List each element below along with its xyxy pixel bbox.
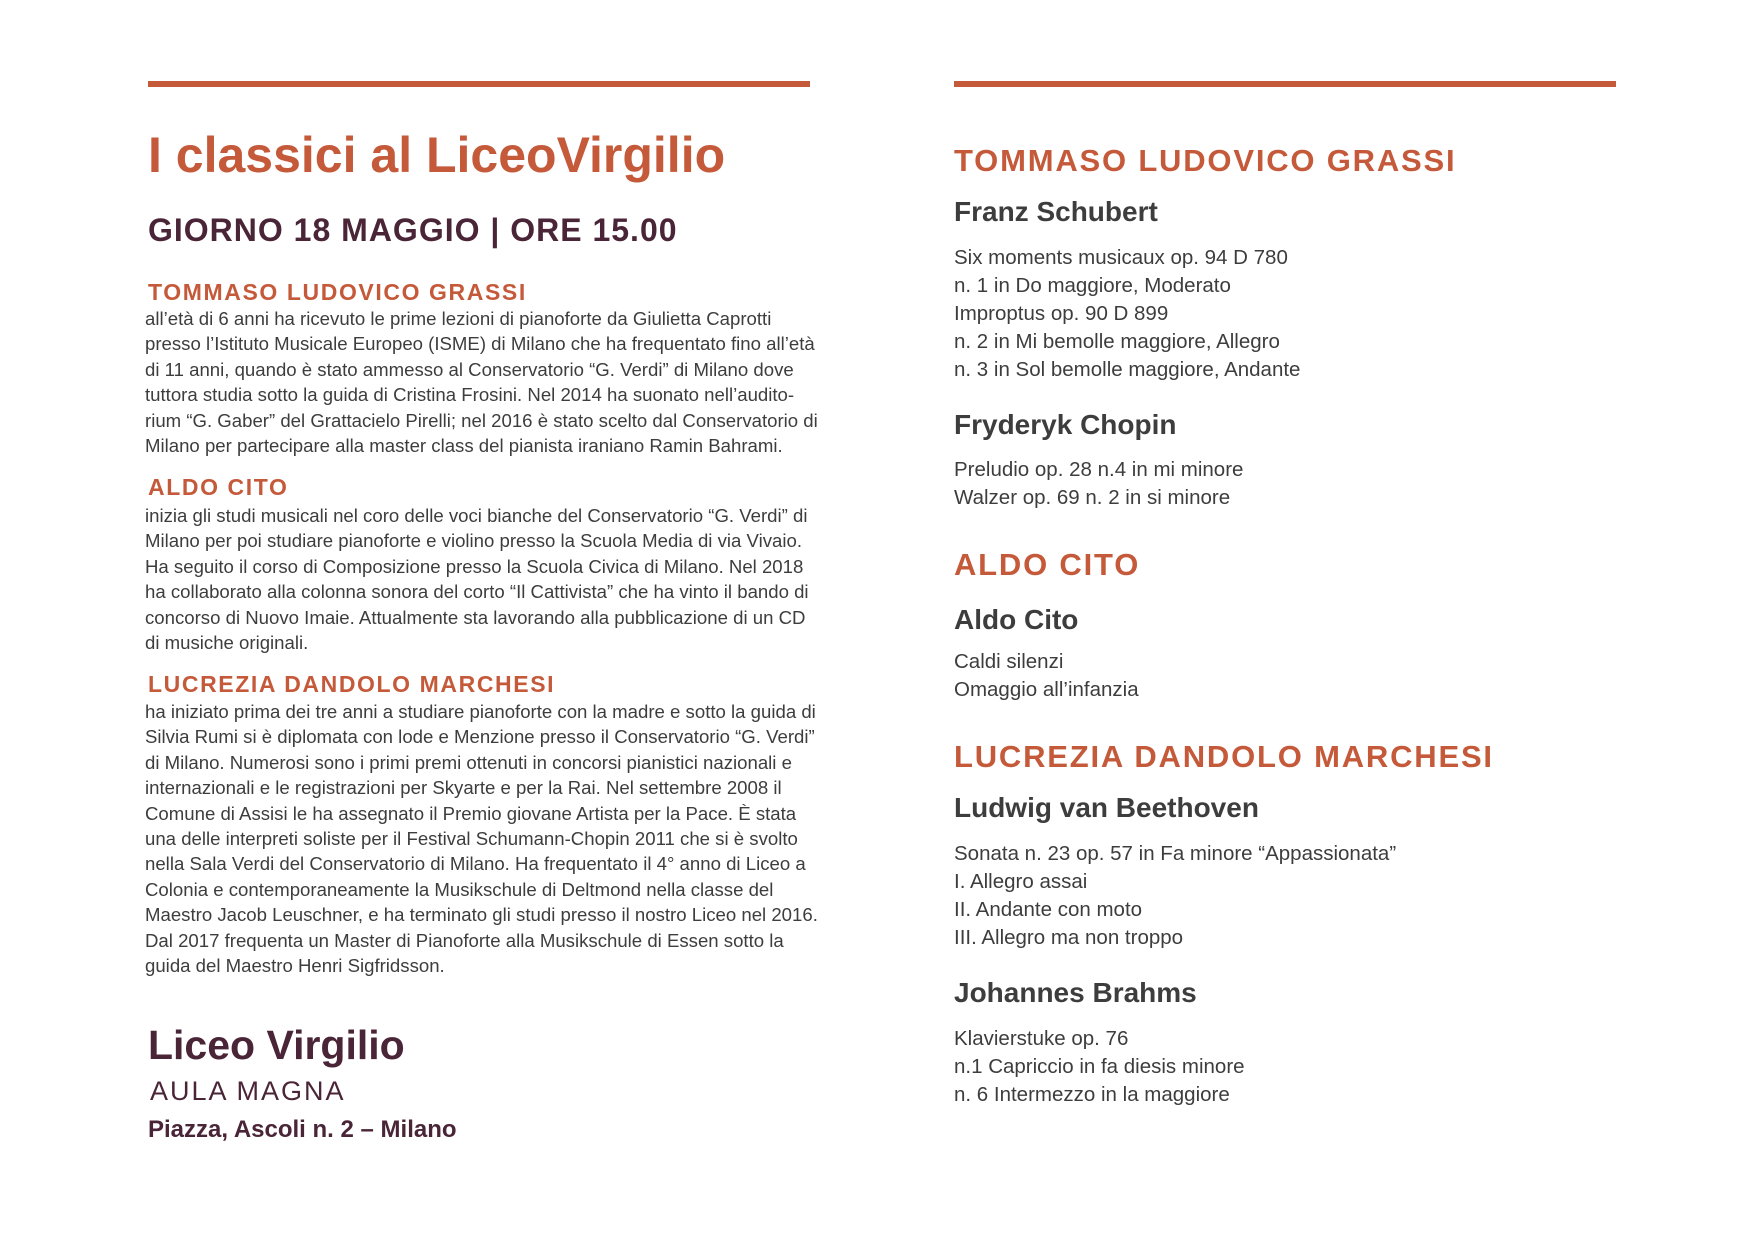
work-item: n. 3 in Sol bemolle maggiore, Andante xyxy=(954,358,1301,381)
works-list-brahms xyxy=(954,1025,1245,1109)
works-list-chopin xyxy=(954,456,1243,512)
work-item: Sonata n. 23 op. 57 in Fa minore “Appassionata” xyxy=(954,842,1397,865)
work-item: n. 1 in Do maggiore, Moderato xyxy=(954,274,1231,297)
bio-text-grassi: all’età di 6 anni ha ricevuto le prime lezioni di pianoforte da Giulietta Caprotti presso l’Istituto Musicale Europeo (ISME) di Milano che ha frequentato fino all’età di 11 anni, quando è stato ammesso al Conservatorio “G. Verdi” di Milano dove tuttora studia sotto la guida di Cristina Frosini. Nel 2014 ha suonato nell’audito-rium “G. Gaber” del Grattacielo Pirelli; nel 2016 è stato scelto dal Conservatorio di Milano per partecipare alla master class del pianista iraniano Ramin Bahrami. xyxy=(145,308,818,457)
work-item: I. Allegro assai xyxy=(954,870,1088,893)
works-list-beethoven xyxy=(954,840,1396,952)
page-title: I classici al LiceoVirgilio xyxy=(148,127,726,183)
program-performer-dandolo-marchesi: LUCREZIA DANDOLO MARCHESI xyxy=(954,739,1494,774)
composer-beethoven: Ludwig van Beethoven xyxy=(954,792,1259,823)
work-item: II. Andante con moto xyxy=(954,898,1143,921)
event-date: GIORNO 18 MAGGIO | ORE 15.00 xyxy=(148,212,678,248)
bio-text-cito: inizia gli studi musicali nel coro delle voci bianche del Conservatorio “G. Verdi” di Milano per poi studiare pianoforte e violino presso la Scuola Media di via Vivaio. Ha seguito il corso di Composizione presso la Scuola Civica di Milano. Nel 2018 ha collaborato alla colonna sonora del corto “Il Cattivista” che ha vinto il bando di concorso di Nuovo Imaie. Attualmente sta lavorando alla pubblicazione di un CD di musiche originali. xyxy=(145,505,809,654)
venue-room: AULA MAGNA xyxy=(150,1076,346,1106)
work-item: Improptus op. 90 D 899 xyxy=(954,302,1169,325)
bio-name-grassi: TOMMASO LUDOVICO GRASSI xyxy=(148,279,527,305)
work-item: Omaggio all’infanzia xyxy=(954,678,1139,701)
venue-address: Piazza, Ascoli n. 2 – Milano xyxy=(148,1116,457,1143)
works-list-cito xyxy=(954,648,1139,704)
work-item: n. 2 in Mi bemolle maggiore, Allegro xyxy=(954,330,1280,353)
work-item: Six moments musicaux op. 94 D 780 xyxy=(954,246,1288,269)
venue-name: Liceo Virgilio xyxy=(148,1022,405,1068)
work-item: Caldi silenzi xyxy=(954,650,1064,673)
top-rule-left xyxy=(148,81,810,87)
work-item: Klavierstuke op. 76 xyxy=(954,1027,1129,1050)
program-performer-cito: ALDO CITO xyxy=(954,547,1141,582)
bio-name-cito: ALDO CITO xyxy=(148,474,289,500)
work-item: III. Allegro ma non troppo xyxy=(954,926,1184,949)
composer-cito: Aldo Cito xyxy=(954,604,1079,635)
bio-text-dandolo-marchesi: ha iniziato prima dei tre anni a studiare pianoforte con la madre e sotto la guida di Silvia Rumi si è diplomata con lode e Menzione presso il Conservatorio “G. Verdi” di Milano. Numerosi sono i primi premi ottenuti in concorsi pianistici nazionali e internazionali e le registrazioni per Skyarte e per la Rai. Nel settembre 2008 il Comune di Assisi le ha assegnato il Premio giovane Artista per la Pace. È stata una delle interpreti soliste per il Festival Schumann-Chopin 2011 che si è svolto nella Sala Verdi del Conservatorio di Milano. Ha frequentato il 4° anno di Liceo a Colonia e contemporaneamente la Musikschule di Deltmond nella classe del Maestro Jacob Leuschner, e ha terminato gli studi presso il nostro Liceo nel 2016. Dal 2017 frequenta un Master di Pianoforte alla Musikschule di Essen sotto la guida del Maestro Henri Sigfridsson. xyxy=(145,701,818,977)
bio-name-dandolo-marchesi: LUCREZIA DANDOLO MARCHESI xyxy=(148,671,556,697)
program-performer-grassi: TOMMASO LUDOVICO GRASSI xyxy=(954,143,1457,178)
work-item: n. 6 Intermezzo in la maggiore xyxy=(954,1083,1230,1106)
composer-schubert: Franz Schubert xyxy=(954,196,1158,227)
composer-chopin: Fryderyk Chopin xyxy=(954,409,1177,440)
works-list-schubert xyxy=(954,244,1300,384)
work-item: Walzer op. 69 n. 2 in si minore xyxy=(954,486,1231,509)
work-item: n.1 Capriccio in fa diesis minore xyxy=(954,1055,1245,1078)
top-rule-right xyxy=(954,81,1616,87)
composer-brahms: Johannes Brahms xyxy=(954,977,1197,1008)
work-item: Preludio op. 28 n.4 in mi minore xyxy=(954,458,1244,481)
